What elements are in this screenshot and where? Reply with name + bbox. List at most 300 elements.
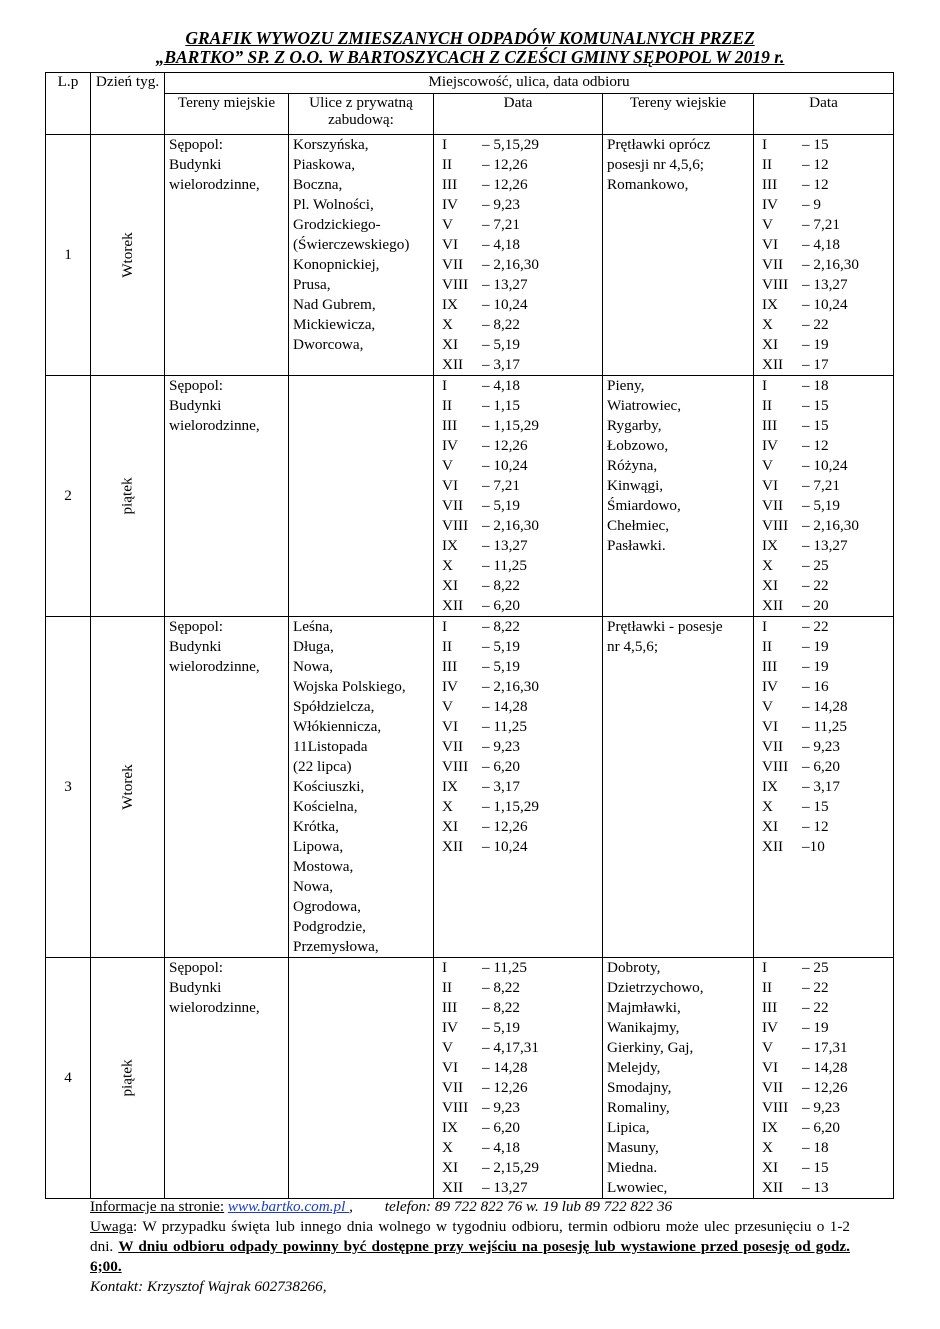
date-entry	[434, 657, 602, 677]
rural-area-cell-line: Dzietrzychowo,	[607, 979, 704, 996]
rural-area-cell-line: Łobzowo,	[607, 437, 669, 454]
date-entry	[754, 596, 893, 616]
pickup-days: – 6,20	[482, 1119, 520, 1136]
month-numeral: V	[762, 457, 773, 474]
streets-cell-line: 11Listopada	[293, 738, 368, 755]
rural-area-cell-line: Melejdy,	[607, 1059, 661, 1076]
pickup-days: – 2,16,30	[482, 678, 539, 695]
rural-area-cell-line: Romaliny,	[607, 1099, 670, 1116]
rural-area-cell-line: Śmiardowo,	[607, 497, 681, 514]
date-entry	[754, 456, 893, 476]
date-entry	[754, 737, 893, 757]
rural-dates-cell	[754, 376, 894, 617]
pickup-days: – 12	[802, 176, 829, 193]
pickup-days: – 15	[802, 397, 829, 414]
rural-dates-cell	[754, 958, 894, 1199]
date-entry	[434, 757, 602, 777]
date-entry	[434, 958, 602, 978]
month-numeral: III	[442, 658, 458, 675]
pickup-days: – 2,16,30	[482, 517, 539, 534]
header-date: Data	[434, 94, 603, 135]
pickup-days: – 9,23	[482, 1099, 520, 1116]
table-row	[46, 958, 894, 1199]
month-numeral: VII	[442, 1079, 464, 1096]
month-numeral: XI	[762, 336, 779, 353]
date-entry	[754, 255, 893, 275]
website-link[interactable]: www.bartko.com.pl	[227, 1198, 350, 1215]
month-numeral: X	[442, 798, 453, 815]
pickup-days: – 8,22	[482, 999, 520, 1016]
rural-area-cell-line: Majmławki,	[607, 999, 681, 1016]
month-numeral: VI	[762, 1059, 779, 1076]
urban-area-cell	[165, 135, 289, 376]
date-entry	[754, 155, 893, 175]
info-label: Informacje na stronie:	[90, 1198, 225, 1215]
rural-area-cell-line: Smodajny,	[607, 1079, 672, 1096]
month-numeral: XI	[442, 1159, 459, 1176]
month-numeral: XII	[762, 356, 784, 373]
rural-area-cell-line: Dobroty,	[607, 959, 661, 976]
pickup-days: – 7,21	[802, 477, 840, 494]
pickup-days: – 12,26	[482, 818, 528, 835]
month-numeral: XII	[442, 356, 464, 373]
month-numeral: X	[762, 557, 773, 574]
month-numeral: XII	[442, 1179, 464, 1196]
date-entry	[434, 777, 602, 797]
month-numeral: XII	[762, 838, 784, 855]
urban-area-cell-line: wielorodzinne,	[169, 417, 260, 434]
header-group: Miejscowość, ulica, data odbioru	[165, 73, 894, 94]
streets-cell	[289, 376, 434, 617]
month-numeral: I	[762, 377, 768, 394]
pickup-days: – 14,28	[802, 698, 848, 715]
date-entry	[434, 396, 602, 416]
month-numeral: VI	[762, 477, 779, 494]
pickup-days: – 4,18	[482, 1139, 520, 1156]
date-entry	[434, 175, 602, 195]
pickup-days: – 16	[802, 678, 829, 695]
pickup-days: – 3,17	[802, 778, 840, 795]
streets-cell-line: Prusa,	[293, 276, 331, 293]
pickup-days: – 6,20	[802, 758, 840, 775]
month-numeral: XI	[442, 818, 459, 835]
phone-info: telefon: 89 722 822 76 w. 19 lub 89 722 822 36	[384, 1198, 673, 1215]
date-entry	[434, 135, 602, 155]
date-entry	[754, 717, 893, 737]
urban-area-cell	[165, 617, 289, 958]
month-numeral: I	[762, 959, 768, 976]
month-numeral: XII	[442, 597, 464, 614]
pickup-days: – 5,19	[482, 638, 520, 655]
urban-area-cell-line: Budynki	[169, 979, 222, 996]
rural-dates-cell	[754, 617, 894, 958]
streets-cell-line: Mostowa,	[293, 858, 354, 875]
pickup-days: – 12,26	[482, 156, 528, 173]
date-entry	[434, 255, 602, 275]
date-entry	[434, 677, 602, 697]
pickup-days: – 4,18	[482, 236, 520, 253]
rural-area-cell-line: Kinwągi,	[607, 477, 664, 494]
streets-cell-line: Nowa,	[293, 658, 334, 675]
month-numeral: X	[762, 798, 773, 815]
date-entry	[754, 315, 893, 335]
streets-cell	[289, 617, 434, 958]
date-entry	[434, 476, 602, 496]
date-entry	[754, 1018, 893, 1038]
date-entry	[754, 1038, 893, 1058]
month-numeral: X	[442, 1139, 453, 1156]
header-day: Dzień tyg.	[91, 73, 165, 135]
month-numeral: I	[762, 136, 768, 153]
date-entry	[754, 355, 893, 375]
pickup-days: – 17,31	[802, 1039, 848, 1056]
month-numeral: VII	[442, 738, 464, 755]
date-entry	[754, 195, 893, 215]
month-numeral: III	[762, 658, 778, 675]
rural-area-cell	[603, 958, 754, 1199]
date-entry	[754, 335, 893, 355]
date-entry	[434, 376, 602, 396]
weekday-label: piątek	[118, 1059, 136, 1097]
urban-dates-cell	[434, 617, 603, 958]
month-numeral: II	[762, 397, 773, 414]
streets-cell-line: Spółdzielcza,	[293, 698, 375, 715]
urban-area-cell	[165, 376, 289, 617]
month-numeral: VII	[762, 738, 784, 755]
pickup-days: – 5,19	[802, 497, 840, 514]
streets-cell-line: Korszyńska,	[293, 136, 369, 153]
pickup-days: – 2,15,29	[482, 1159, 539, 1176]
date-entry	[754, 657, 893, 677]
month-numeral: II	[442, 979, 453, 996]
month-numeral: VI	[762, 236, 779, 253]
month-numeral: IX	[762, 778, 779, 795]
date-entry	[754, 1078, 893, 1098]
table-row	[46, 376, 894, 617]
pickup-days: – 10,24	[482, 296, 528, 313]
rural-area-cell-line: Gierkiny, Gaj,	[607, 1039, 694, 1056]
pickup-days: – 14,28	[482, 1059, 528, 1076]
month-numeral: II	[762, 638, 773, 655]
rural-area-cell-line: Miedna.	[607, 1159, 658, 1176]
weekday-cell	[91, 958, 165, 1199]
streets-cell-line: Grodzickiego-	[293, 216, 381, 233]
date-entry	[754, 376, 893, 396]
pickup-days: – 2,16,30	[802, 517, 859, 534]
urban-dates-cell	[434, 376, 603, 617]
month-numeral: IX	[762, 537, 779, 554]
date-entry	[434, 797, 602, 817]
pickup-days: – 22	[802, 316, 829, 333]
pickup-days: – 14,28	[482, 698, 528, 715]
pickup-days: – 13,27	[802, 276, 848, 293]
weekday-label: piątek	[118, 477, 136, 515]
date-entry	[434, 737, 602, 757]
pickup-days: – 13,27	[482, 276, 528, 293]
pickup-days: – 9	[802, 196, 821, 213]
month-numeral: IV	[762, 196, 779, 213]
pickup-days: – 9,23	[802, 1099, 840, 1116]
note-bold: W dniu odbioru odpady powinny być dostępne przy wejściu na posesję lub wystawione przed posesję od godz. 6;00.	[90, 1238, 850, 1275]
pickup-days: – 19	[802, 638, 829, 655]
pickup-days: – 10,24	[802, 296, 848, 313]
footer-contact: Kontakt: Krzysztof Wajrak 602738266,	[90, 1278, 327, 1295]
date-entry	[434, 617, 602, 637]
month-numeral: VIII	[762, 517, 789, 534]
streets-cell-line: Dworcowa,	[293, 336, 364, 353]
pickup-days: – 12,26	[482, 176, 528, 193]
streets-cell-line: (Świerczewskiego)	[293, 236, 410, 253]
pickup-days: – 8,22	[482, 618, 520, 635]
date-entry	[754, 516, 893, 536]
schedule-table	[45, 72, 894, 1199]
month-numeral: X	[762, 316, 773, 333]
row-number: 3	[46, 617, 91, 958]
header-streets: Ulice z prywatną zabudową:	[289, 94, 434, 135]
pickup-days: – 15	[802, 417, 829, 434]
rural-area-cell-line: posesji nr 4,5,6;	[607, 156, 705, 173]
header-date-rural: Data	[754, 94, 894, 135]
pickup-days: – 12,26	[482, 1079, 528, 1096]
pickup-days: – 11,25	[482, 557, 527, 574]
urban-area-cell-line: Budynki	[169, 397, 222, 414]
month-numeral: II	[442, 638, 453, 655]
streets-cell	[289, 135, 434, 376]
month-numeral: IX	[762, 296, 779, 313]
date-entry	[754, 978, 893, 998]
month-numeral: XII	[762, 597, 784, 614]
urban-area-cell-line: wielorodzinne,	[169, 176, 260, 193]
date-entry	[754, 235, 893, 255]
streets-cell-line: Nowa,	[293, 878, 334, 895]
pickup-days: – 22	[802, 618, 829, 635]
date-entry	[754, 496, 893, 516]
streets-cell-line: (22 lipca)	[293, 758, 352, 775]
row-number: 1	[46, 135, 91, 376]
month-numeral: XI	[762, 577, 779, 594]
month-numeral: V	[762, 216, 773, 233]
pickup-days: – 7,21	[802, 216, 840, 233]
urban-dates-cell	[434, 135, 603, 376]
pickup-days: – 12,26	[802, 1079, 848, 1096]
month-numeral: VIII	[762, 276, 789, 293]
date-entry	[754, 697, 893, 717]
date-entry	[754, 1138, 893, 1158]
title-line-1: GRAFIK WYWOZU ZMIESZANYCH ODPADÓW KOMUNALNYCH PRZEZ	[185, 28, 755, 48]
rural-area-cell	[603, 617, 754, 958]
pickup-days: – 19	[802, 658, 829, 675]
date-entry	[434, 978, 602, 998]
urban-area-cell-line: Budynki	[169, 156, 222, 173]
date-entry	[434, 155, 602, 175]
streets-cell-line: Lipowa,	[293, 838, 344, 855]
date-entry	[754, 295, 893, 315]
pickup-days: – 13,27	[482, 1179, 528, 1196]
month-numeral: III	[442, 417, 458, 434]
date-entry	[754, 416, 893, 436]
urban-area-cell-line: wielorodzinne,	[169, 658, 260, 675]
streets-cell-line: Piaskowa,	[293, 156, 356, 173]
month-numeral: I	[442, 959, 448, 976]
note-label: Uwaga	[90, 1218, 134, 1235]
footer-note	[90, 1217, 850, 1277]
rural-area-cell-line: Prętławki - posesje	[607, 618, 723, 635]
header-urban: Tereny miejskie	[165, 94, 289, 135]
pickup-days: – 9,23	[802, 738, 840, 755]
date-entry	[434, 1158, 602, 1178]
pickup-days: – 5,19	[482, 658, 520, 675]
date-entry	[434, 697, 602, 717]
date-entry	[754, 215, 893, 235]
month-numeral: IV	[442, 196, 459, 213]
month-numeral: VIII	[442, 1099, 469, 1116]
month-numeral: V	[442, 216, 453, 233]
month-numeral: II	[442, 156, 453, 173]
pickup-days: – 15	[802, 136, 829, 153]
date-entry	[434, 456, 602, 476]
month-numeral: XI	[442, 577, 459, 594]
month-numeral: VI	[762, 718, 779, 735]
table-row	[46, 617, 894, 958]
pickup-days: – 8,22	[482, 316, 520, 333]
weekday-cell	[91, 376, 165, 617]
date-entry	[434, 315, 602, 335]
rural-area-cell	[603, 135, 754, 376]
month-numeral: IV	[442, 678, 459, 695]
date-entry	[754, 1178, 893, 1198]
date-entry	[434, 717, 602, 737]
date-entry	[434, 1138, 602, 1158]
month-numeral: IX	[442, 778, 459, 795]
urban-area-cell-line: Sępopol:	[169, 618, 224, 635]
urban-area-cell-line: Sępopol:	[169, 377, 224, 394]
month-numeral: I	[442, 136, 448, 153]
date-entry	[434, 195, 602, 215]
pickup-days: –10	[802, 838, 825, 855]
rural-area-cell-line: Wanikajmy,	[607, 1019, 680, 1036]
pickup-days: – 25	[802, 557, 829, 574]
urban-area-cell-line: Budynki	[169, 638, 222, 655]
date-entry	[434, 837, 602, 857]
pickup-days: – 20	[802, 597, 829, 614]
month-numeral: V	[442, 457, 453, 474]
date-entry	[754, 677, 893, 697]
date-entry	[754, 757, 893, 777]
month-numeral: XI	[442, 336, 459, 353]
month-numeral: VII	[762, 256, 784, 273]
streets-cell-line: Wojska Polskiego,	[293, 678, 406, 695]
pickup-days: – 12	[802, 818, 829, 835]
rural-dates-cell	[754, 135, 894, 376]
date-entry	[434, 1098, 602, 1118]
month-numeral: IV	[762, 1019, 779, 1036]
date-entry	[434, 1038, 602, 1058]
month-numeral: IV	[762, 678, 779, 695]
date-entry	[754, 1058, 893, 1078]
pickup-days: – 17	[802, 356, 829, 373]
pickup-days: – 22	[802, 999, 829, 1016]
streets-cell-line: Długa,	[293, 638, 334, 655]
month-numeral: XII	[762, 1179, 784, 1196]
pickup-days: – 3,17	[482, 356, 520, 373]
rural-area-cell	[603, 376, 754, 617]
date-entry	[434, 556, 602, 576]
weekday-cell	[91, 135, 165, 376]
streets-cell-line: Przemysłowa,	[293, 938, 379, 955]
rural-area-cell-line: Wiatrowiec,	[607, 397, 682, 414]
pickup-days: – 22	[802, 577, 829, 594]
pickup-days: – 10,24	[482, 457, 528, 474]
row-number: 4	[46, 958, 91, 1199]
month-numeral: VII	[762, 497, 784, 514]
date-entry	[754, 1098, 893, 1118]
pickup-days: – 4,18	[482, 377, 520, 394]
month-numeral: X	[762, 1139, 773, 1156]
date-entry	[434, 215, 602, 235]
date-entry	[434, 275, 602, 295]
date-entry	[434, 436, 602, 456]
pickup-days: – 1,15,29	[482, 798, 539, 815]
date-entry	[434, 516, 602, 536]
month-numeral: VI	[442, 236, 459, 253]
rural-area-cell-line: nr 4,5,6;	[607, 638, 659, 655]
streets-cell-line: Kościelna,	[293, 798, 358, 815]
rural-area-cell-line: Pasławki.	[607, 537, 666, 554]
month-numeral: IV	[442, 437, 459, 454]
month-numeral: V	[442, 698, 453, 715]
pickup-days: – 7,21	[482, 216, 520, 233]
month-numeral: XI	[762, 818, 779, 835]
streets-cell-line: Pl. Wolności,	[293, 196, 374, 213]
rural-area-cell-line: Masuny,	[607, 1139, 659, 1156]
month-numeral: III	[442, 999, 458, 1016]
pickup-days: – 7,21	[482, 477, 520, 494]
month-numeral: X	[442, 557, 453, 574]
month-numeral: VIII	[442, 276, 469, 293]
weekday-label: Wtorek	[118, 764, 136, 810]
date-entry	[754, 958, 893, 978]
urban-dates-cell	[434, 958, 603, 1199]
month-numeral: VII	[762, 1079, 784, 1096]
month-numeral: II	[762, 979, 773, 996]
pickup-days: – 2,16,30	[482, 256, 539, 273]
date-entry	[754, 777, 893, 797]
date-entry	[434, 295, 602, 315]
date-entry	[434, 576, 602, 596]
month-numeral: V	[762, 1039, 773, 1056]
date-entry	[434, 355, 602, 375]
pickup-days: – 12	[802, 156, 829, 173]
urban-area-cell-line: Sępopol:	[169, 959, 224, 976]
note-text: : W przypadku święta lub innego dnia wolnego w tygodniu odbioru, termin odbioru może ulec przesunięciu o 1-2 dni.	[90, 1218, 850, 1255]
month-numeral: II	[762, 156, 773, 173]
pickup-days: – 18	[802, 1139, 829, 1156]
pickup-days: – 4,18	[802, 236, 840, 253]
date-entry	[754, 436, 893, 456]
pickup-days: – 15	[802, 798, 829, 815]
date-entry	[434, 496, 602, 516]
rural-area-cell-line: Lipica,	[607, 1119, 650, 1136]
month-numeral: VI	[442, 477, 459, 494]
pickup-days: – 5,19	[482, 336, 520, 353]
date-entry	[754, 396, 893, 416]
date-entry	[434, 1178, 602, 1198]
date-entry	[754, 1118, 893, 1138]
month-numeral: V	[762, 698, 773, 715]
pickup-days: – 6,20	[482, 758, 520, 775]
weekday-cell	[91, 617, 165, 958]
date-entry	[754, 837, 893, 857]
